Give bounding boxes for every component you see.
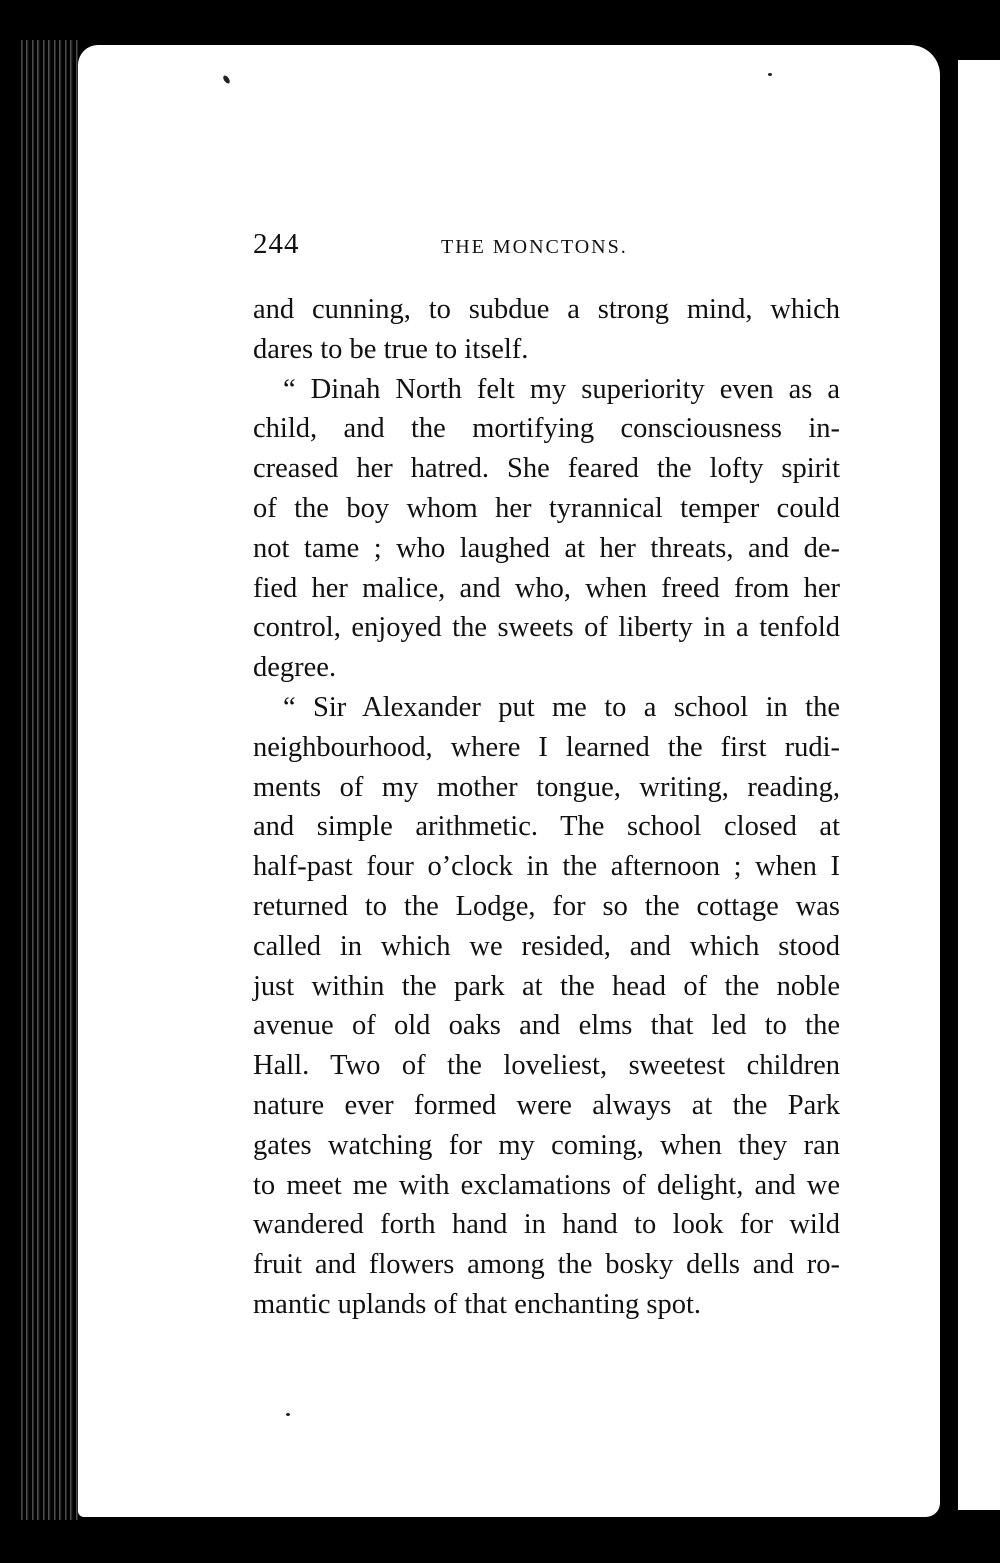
ink-speck [286,1413,290,1416]
text-line: returned to the Lodge, for so the cottage was [253,890,840,922]
text-line: creased her hatred. She feared the lofty spirit [253,453,840,485]
text-line: “ Sir Alexander put me to a school in the [283,691,840,723]
text-line: dares to be true to itself. [253,333,529,365]
text-line: nature ever formed were always at the Park [253,1089,840,1121]
book-spine-edge [18,40,80,1520]
next-page-edge [958,60,1000,1510]
text-line: just within the park at the head of the noble [253,970,840,1002]
text-line: avenue of old oaks and elms that led to the [253,1010,840,1042]
body-text [253,290,840,1325]
ink-speck [768,73,772,76]
text-line: and cunning, to subdue a strong mind, which [253,294,840,325]
text-line: and simple arithmetic. The school closed at [253,811,840,843]
text-line: mantic uplands of that enchanting spot. [253,1288,701,1320]
text-line: fruit and flowers among the bosky dells and ro- [253,1249,840,1281]
text-line: control, enjoyed the sweets of liberty in a tenfold [253,612,840,644]
text-line: child, and the mortifying consciousness in- [253,413,840,445]
running-head: THE MONCTONS. [441,236,628,258]
text-line: gates watching for my coming, when they ran [253,1129,840,1161]
text-line: called in which we resided, and which stood [253,930,840,962]
text-line: “ Dinah North felt my superiority even as a [283,373,840,405]
text-line: neighbourhood, where I learned the first rudi- [253,731,840,763]
text-line: ments of my mother tongue, writing, reading, [253,771,840,803]
text-line: to meet me with exclamations of delight, and we [253,1169,840,1201]
text-line: wandered forth hand in hand to look for wild [253,1209,840,1241]
text-line: fied her malice, and who, when freed from her [253,572,840,604]
page-header [253,228,843,264]
text-line: of the boy whom her tyrannical temper could [253,492,840,524]
ink-speck [222,74,231,84]
text-line: half-past four o’clock in the afternoon ; when I [253,851,840,883]
page-number: 244 [253,228,300,260]
text-line: Hall. Two of the loveliest, sweetest children [253,1050,840,1082]
text-line: degree. [253,652,337,684]
text-line: not tame ; who laughed at her threats, and de- [253,532,840,564]
